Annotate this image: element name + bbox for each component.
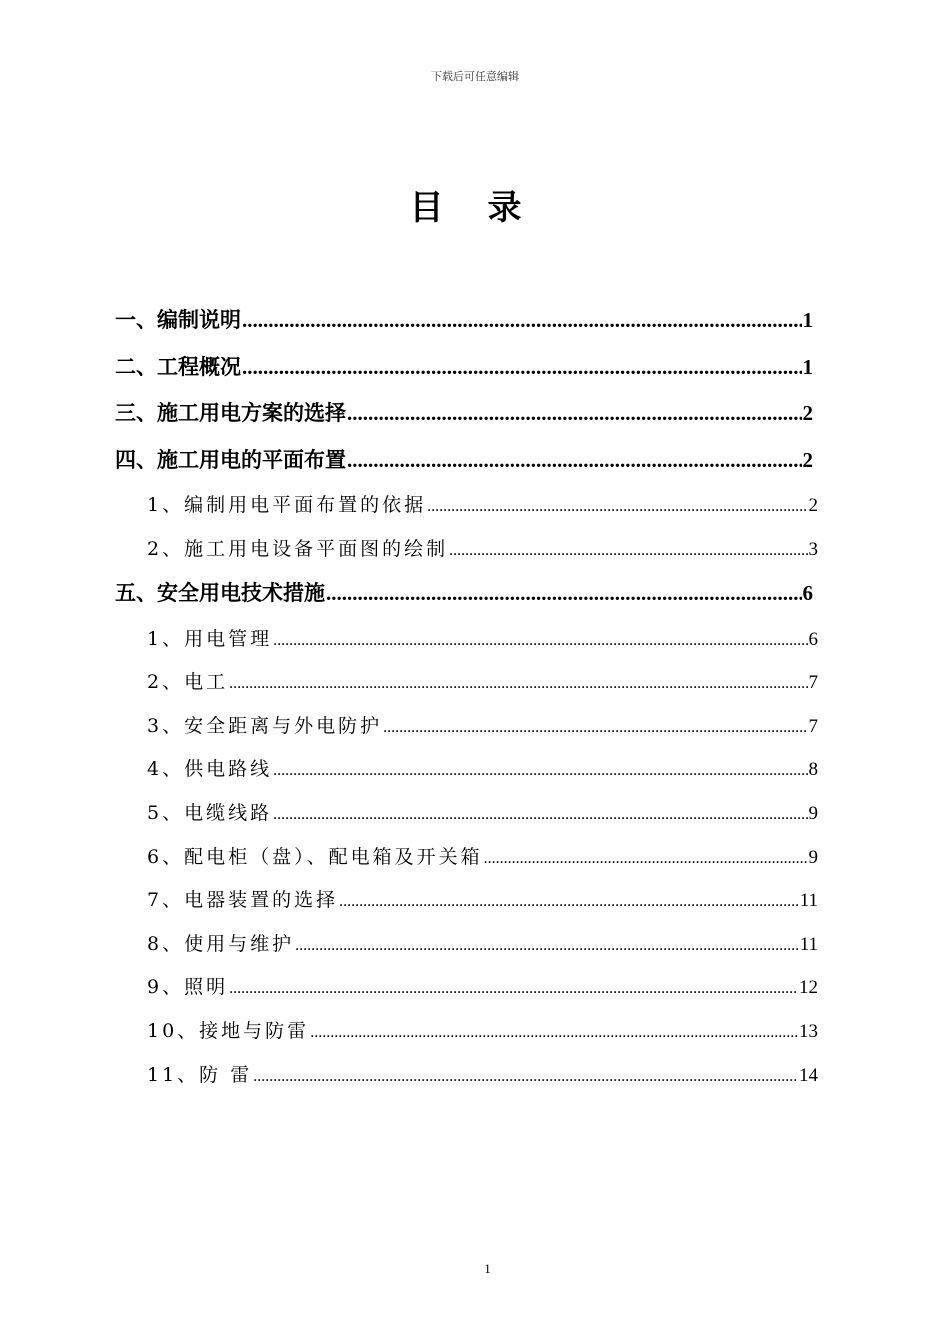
toc-entry-label: 五、安全用电技术措施 [115,581,325,606]
toc-entry-2[interactable] [115,351,813,398]
toc-entry-page: 9 [808,846,818,868]
toc-entry-page: 6 [802,581,813,606]
toc-entry-18[interactable] [115,1060,818,1104]
toc-entry-9[interactable] [115,667,818,711]
toc-entry-page: 14 [799,1064,818,1086]
toc-leader-dots [383,719,807,737]
toc-leader-dots [484,850,808,868]
toc-leader-dots [273,762,807,780]
toc-entry-label: 8、使用与维护 [147,932,295,955]
toc-entry-14[interactable] [115,885,818,929]
toc-entry-page: 11 [799,890,818,912]
toc-entry-label: 三、施工用电方案的选择 [115,401,346,425]
toc-entry-label: 2、施工用电设备平面图的绘制 [147,537,449,560]
toc-entry-17[interactable] [115,1016,818,1060]
toc-entry-5[interactable] [115,490,818,534]
toc-entry-label: 2、电工 [147,671,229,694]
toc-entry-page: 7 [808,715,818,737]
toc-leader-dots [427,498,807,516]
toc-leader-dots [347,401,802,426]
toc-leader-dots [339,893,799,911]
toc-entry-page: 13 [799,1021,818,1043]
toc-entry-page: 9 [808,803,818,825]
toc-entry-label: 5、电缆线路 [147,802,273,825]
toc-entry-page: 6 [808,628,818,650]
toc-entry-10[interactable] [115,711,818,755]
toc-entry-page: 2 [802,447,813,472]
page-header: 下载后可任意编辑 [431,70,519,83]
toc-leader-dots [273,806,807,824]
page-title: 目录 [409,188,566,228]
toc-entry-page: 2 [802,401,813,425]
toc-entry-page: 7 [808,672,818,694]
toc-entry-6[interactable] [115,534,818,578]
toc-entry-page: 12 [799,977,818,999]
toc-entry-label: 二、工程概况 [115,354,241,379]
toc-entry-page: 1 [802,354,813,379]
toc-entry-label: 7、电器装置的选择 [147,889,339,912]
toc-entry-8[interactable] [115,624,818,668]
toc-entry-label: 10、接地与防雷 [147,1020,310,1043]
toc-entry-page: 3 [808,538,818,560]
toc-entry-1[interactable] [115,304,813,351]
toc-entry-page: 1 [802,308,813,332]
toc-entry-label: 4、供电路线 [147,758,273,781]
toc-entry-page: 8 [808,759,818,781]
toc-entry-label: 3、安全距离与外电防护 [147,714,383,737]
toc-leader-dots [253,1068,798,1086]
toc-leader-dots [449,542,807,560]
toc-entry-label: 6、配电柜（盘）、配电箱及开关箱 [147,845,483,868]
toc-leader-dots [347,448,802,473]
toc-entry-label: 1、用电管理 [147,627,273,650]
toc-entry-4[interactable] [115,444,813,491]
toc-leader-dots [229,980,798,998]
toc-entry-label: 1、编制用电平面布置的依据 [147,494,427,516]
toc-entry-16[interactable] [115,972,818,1016]
toc-entry-label: 11、防 雷 [147,1063,253,1086]
table-of-contents [115,304,818,1103]
toc-entry-15[interactable] [115,929,818,973]
toc-leader-dots [273,632,807,650]
toc-entry-label: 一、编制说明 [115,308,241,332]
toc-entry-11[interactable] [115,754,818,798]
toc-entry-page: 11 [799,933,818,955]
toc-entry-page: 2 [808,495,818,516]
toc-leader-dots [326,581,802,606]
toc-leader-dots [242,355,802,380]
toc-entry-label: 9、照明 [147,976,229,999]
toc-entry-7[interactable] [115,577,813,624]
toc-leader-dots [310,1024,798,1042]
toc-leader-dots [229,675,807,693]
page-number: 1 [484,1261,491,1276]
toc-entry-12[interactable] [115,798,818,842]
toc-entry-3[interactable] [115,397,813,444]
toc-leader-dots [242,308,802,333]
toc-entry-label: 四、施工用电的平面布置 [115,447,346,472]
toc-entry-13[interactable] [115,842,818,886]
toc-leader-dots [295,937,799,955]
